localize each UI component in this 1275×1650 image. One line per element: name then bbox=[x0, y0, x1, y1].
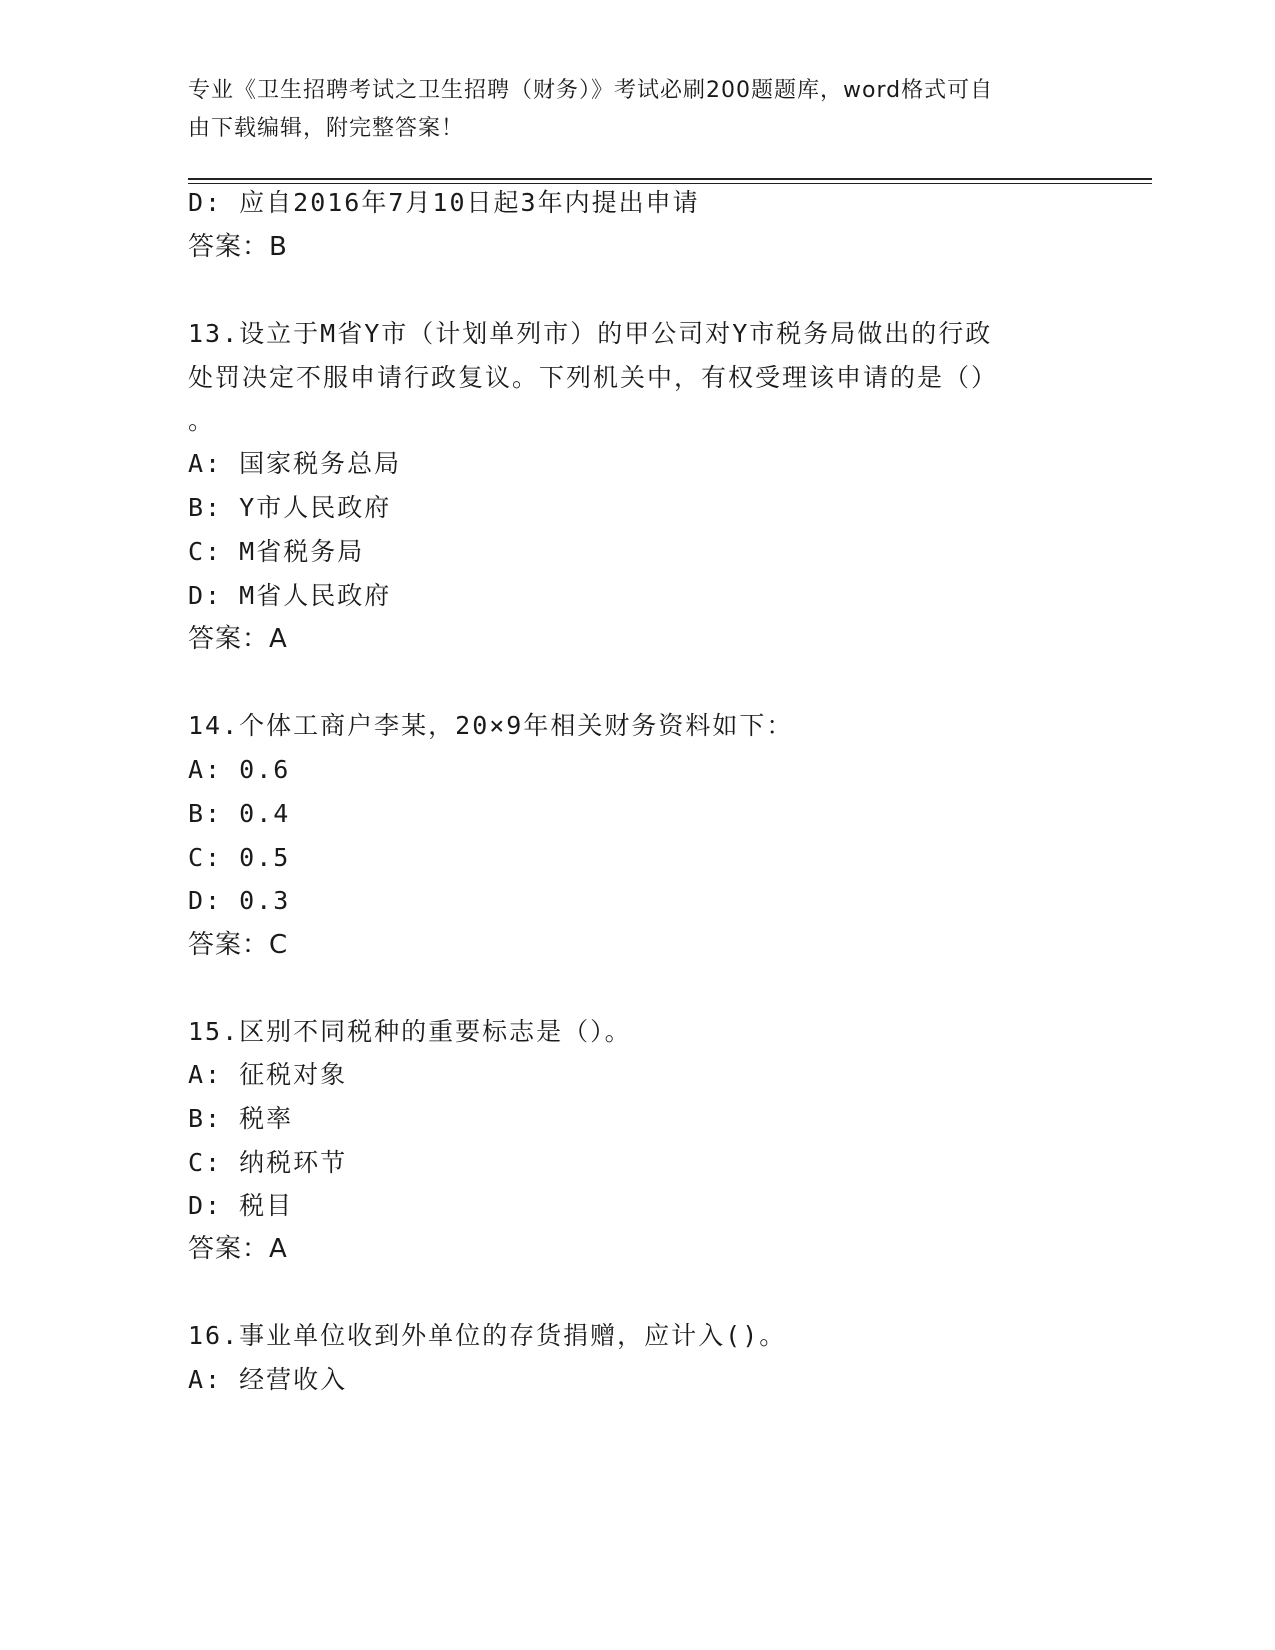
q15-option-a: A: 征税对象 bbox=[188, 1060, 348, 1089]
q15-option-d: D: 税目 bbox=[188, 1191, 294, 1220]
header-divider-thin bbox=[188, 183, 1152, 184]
q16-stem-line-1: 16.事业单位收到外单位的存货捐赠，应计入()。 bbox=[188, 1321, 787, 1350]
header-divider-thick bbox=[188, 178, 1152, 180]
prev-option-d: D: 应自2016年7月10日起3年内提出申请 bbox=[188, 188, 700, 217]
q15-stem-line-1: 15.区别不同税种的重要标志是（）。 bbox=[188, 1017, 632, 1046]
q14-stem-line-1: 14.个体工商户李某，20×9年相关财务资料如下： bbox=[188, 711, 794, 740]
q14-option-d: D: 0.3 bbox=[188, 886, 291, 915]
document-header bbox=[188, 72, 1068, 148]
q14-option-c: C: 0.5 bbox=[188, 843, 291, 872]
q15-answer: 答案：A bbox=[188, 1234, 288, 1264]
q13-answer: 答案：A bbox=[188, 624, 288, 654]
q13-option-d: D: M省人民政府 bbox=[188, 581, 392, 610]
q13-option-b: B: Y市人民政府 bbox=[188, 493, 392, 522]
prev-answer: 答案：B bbox=[188, 232, 288, 262]
q13-stem-line-3: 。 bbox=[188, 406, 216, 435]
q13-option-c: C: M省税务局 bbox=[188, 537, 365, 566]
header-line-1: 专业《卫生招聘考试之卫生招聘（财务）》考试必刷200题题库，word格式可自 bbox=[188, 78, 994, 103]
q16-option-a: A: 经营收入 bbox=[188, 1365, 348, 1394]
q14-answer: 答案：C bbox=[188, 930, 289, 960]
q13-stem-line-2: 处罚决定不服申请行政复议。下列机关中，有权受理该申请的是（） bbox=[188, 363, 999, 392]
q15-option-c: C: 纳税环节 bbox=[188, 1148, 348, 1177]
q14-option-a: A: 0.6 bbox=[188, 755, 291, 784]
q13-option-a: A: 国家税务总局 bbox=[188, 449, 402, 478]
q15-option-b: B: 税率 bbox=[188, 1104, 294, 1133]
q14-option-b: B: 0.4 bbox=[188, 799, 291, 828]
q13-stem-line-1: 13.设立于M省Y市（计划单列市）的甲公司对Y市税务局做出的行政 bbox=[188, 319, 993, 348]
header-line-2: 由下载编辑，附完整答案！ bbox=[188, 116, 465, 141]
